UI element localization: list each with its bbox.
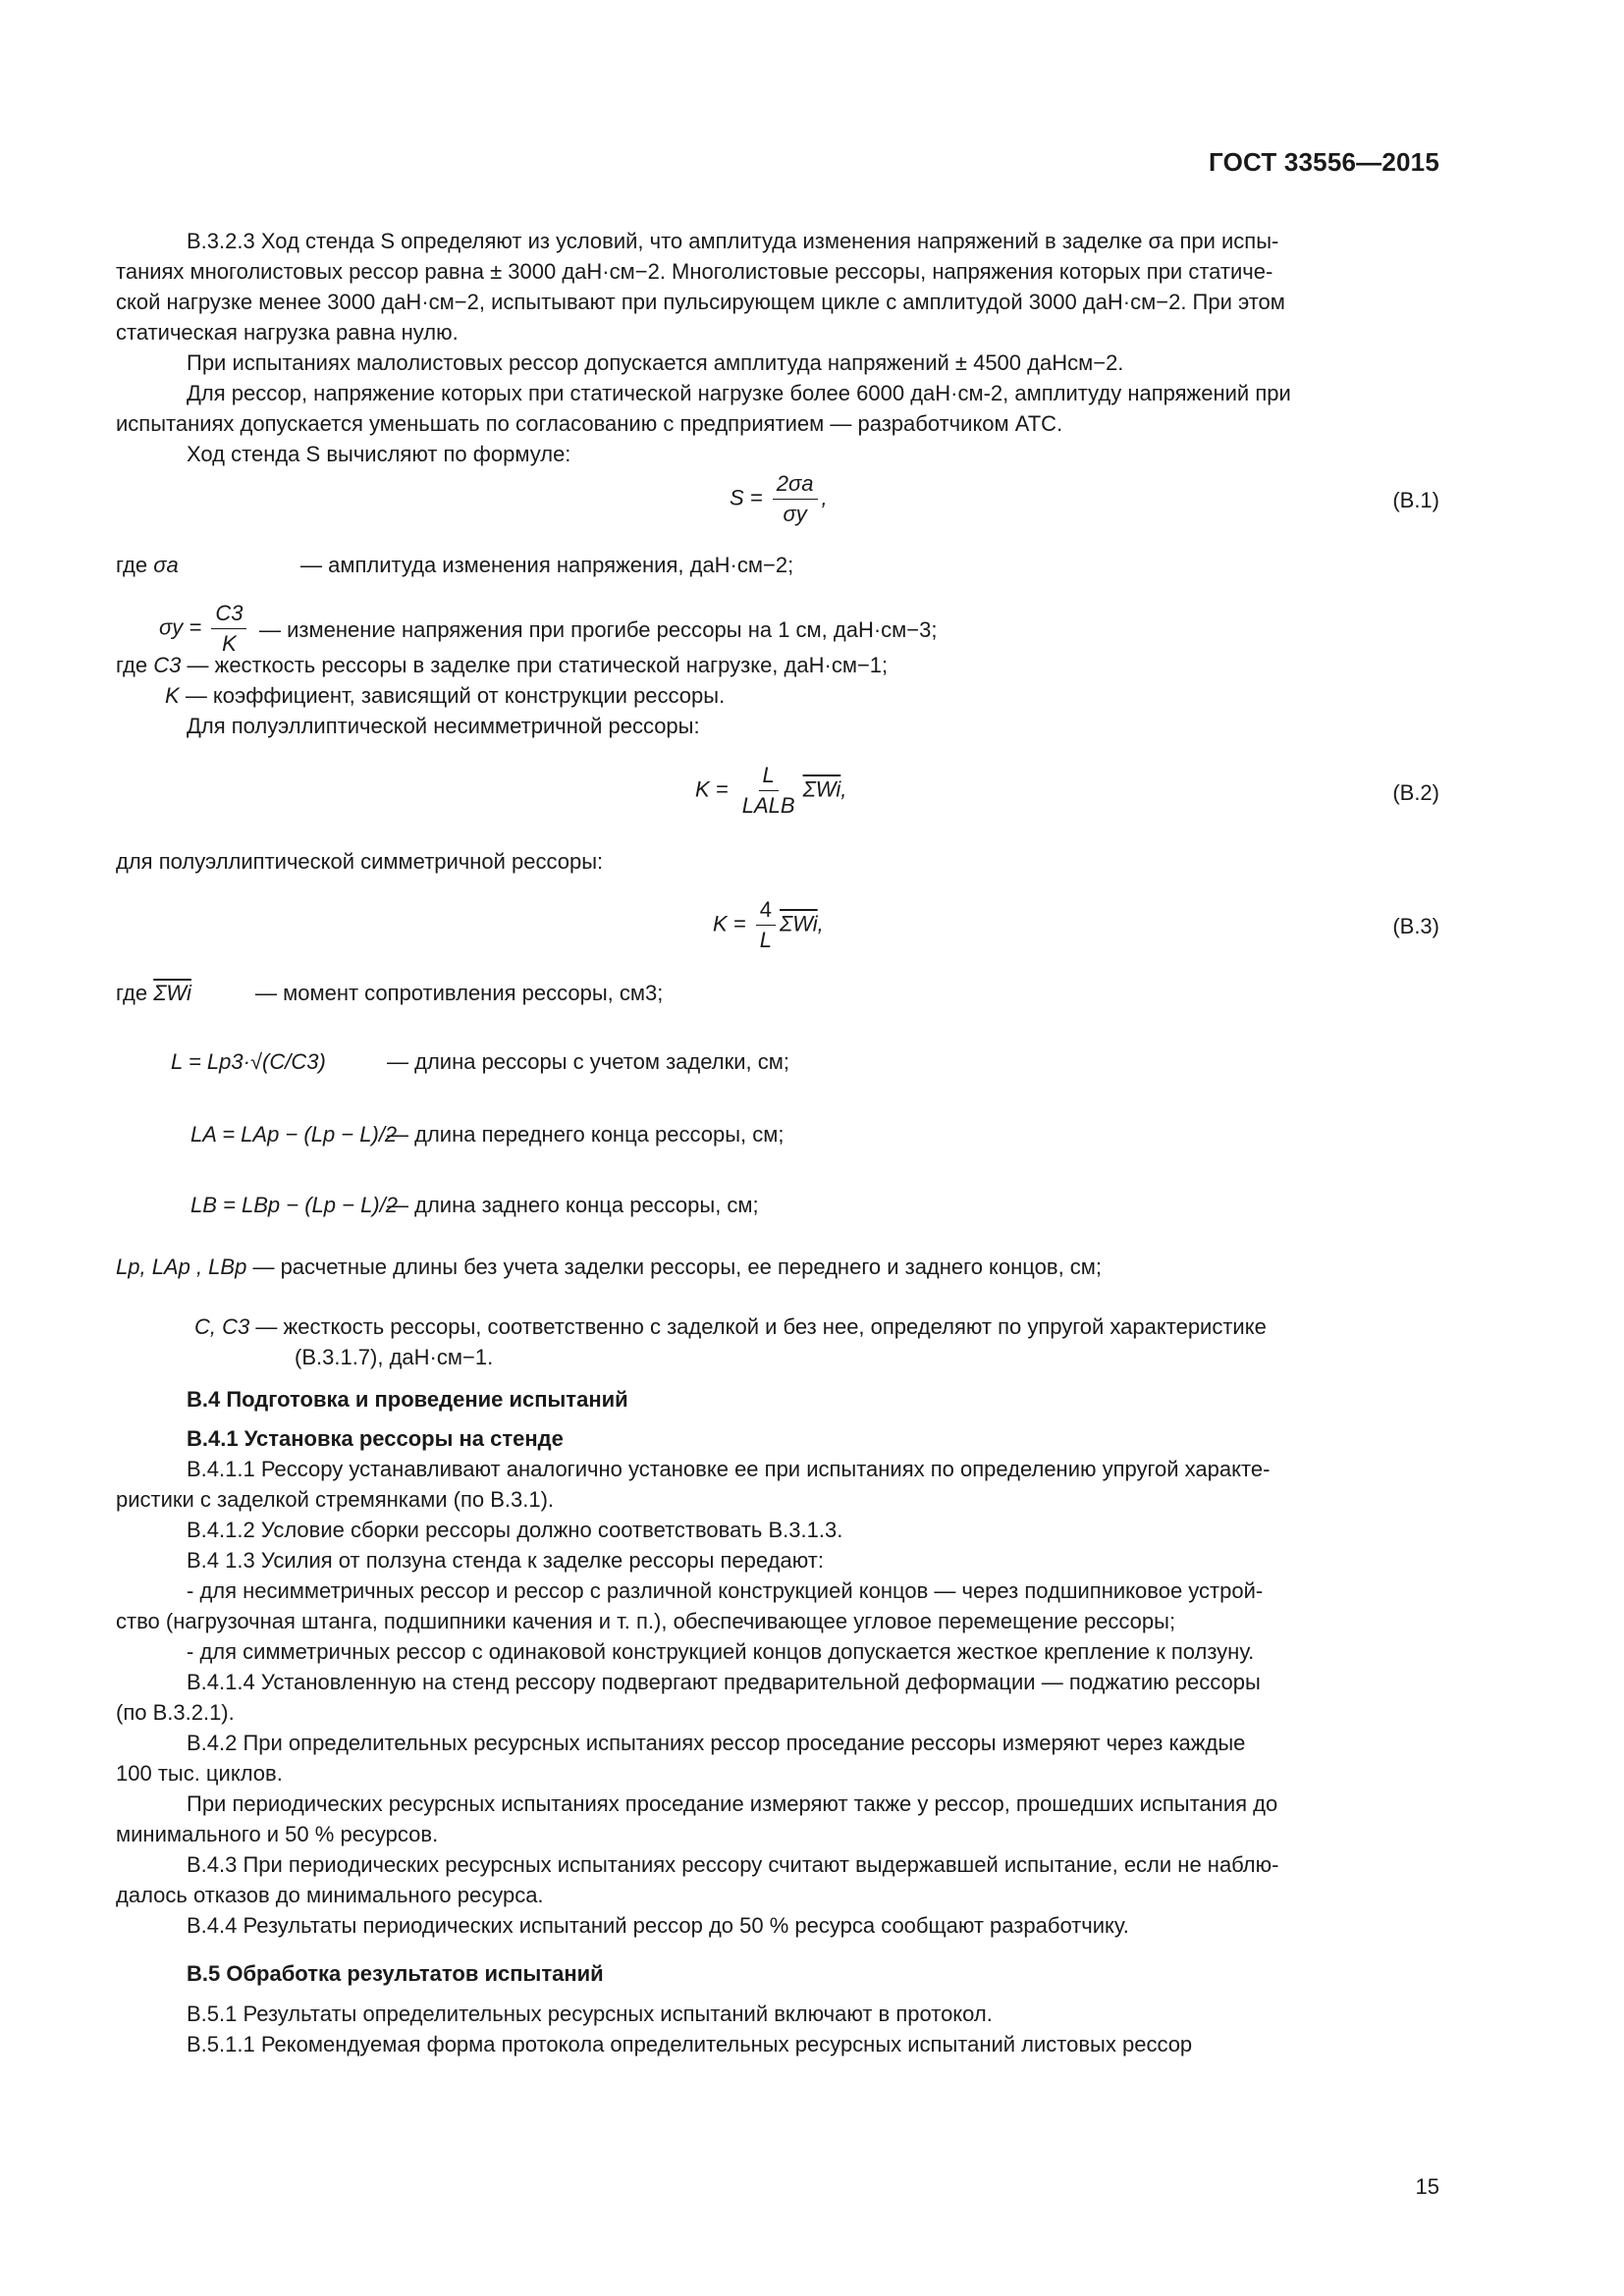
para-line: Для рессор, напряжение которых при статической нагрузке более 6000 даН·см-2, амплитуду напряжений при	[187, 381, 1291, 405]
b4-line: ство (нагрузочная штанга, подшипники качения и т. п.), обеспечивающее угловое перемещение рессоры;	[116, 1609, 1176, 1633]
la-description: — длина переднего конца рессоры, см;	[387, 1122, 785, 1147]
where-prefix: где	[116, 553, 148, 577]
b4-line: минимального и 50 % ресурсов.	[116, 1822, 439, 1846]
symbol-sigma-a: σa	[153, 553, 179, 577]
formula-b2	[695, 761, 846, 821]
b4-line: - для несимметричных рессор и рессор с различной конструкцией концов — через подшипниковое устрой-	[187, 1578, 1264, 1603]
b4-line: В.4.1.4 Установленную на стенд рессору подвергают предварительной деформации — поджатию рессоры	[187, 1670, 1261, 1694]
formula-b3	[713, 895, 824, 955]
b4-line: ристики с заделкой стремянками (по В.3.1).	[116, 1487, 555, 1512]
fraction-denominator: K	[222, 631, 237, 656]
where-sigma-a	[116, 550, 179, 580]
where-sum	[116, 978, 191, 1008]
formula-lhs: σy =	[159, 614, 202, 640]
formula-b1	[730, 469, 828, 529]
cc3-symbols: C, C3	[194, 1314, 250, 1339]
b4-line: В.4.1.1 Рессору устанавливают аналогично установке ее при испытаниях по определению упругой характе-	[187, 1457, 1271, 1481]
formula-lhs: K =	[695, 776, 729, 802]
section-b4-heading: В.4 Подготовка и проведение испытаний	[187, 1387, 628, 1412]
where-c3	[116, 650, 888, 680]
formula-number: (В.1)	[1392, 488, 1439, 512]
where-prefix: где	[116, 653, 148, 677]
formula-number: (В.3)	[1392, 914, 1439, 938]
sum-term: $\overline{\Sigma Wi}$	[780, 911, 818, 936]
formula-tail: ,	[840, 776, 847, 802]
b4-line: При периодических ресурсных испытаниях проседание измеряют также у рессор, прошедших испытания до	[187, 1791, 1278, 1816]
para-line: При испытаниях малолистовых рессор допускается амплитуда напряжений ± 4500 даНсм−2.	[187, 350, 1124, 375]
para-line: испытаниях допускается уменьшать по согласованию с предприятием — разработчиком АТС.	[116, 411, 1063, 436]
where-prefix: где	[116, 981, 148, 1005]
cc3-line	[194, 1311, 1267, 1342]
b4-line: - для симметричных рессор с одинаковой конструкцией концов допускается жесткое крепление к ползуну.	[187, 1639, 1255, 1664]
lp-line	[116, 1252, 1102, 1282]
standard-number-header: ГОСТ 33556—2015	[1209, 147, 1439, 177]
para-line: таниях многолистовых рессор равна ± 3000 даН·см−2. Многолистовые рессоры, напряжения которых при статиче-	[116, 259, 1273, 284]
formula-lhs: S =	[730, 485, 763, 510]
l-formula: L = Lp3·√(C/C3)	[171, 1049, 326, 1074]
formula-lhs: K =	[713, 911, 746, 936]
b5-line: В.5.1.1 Рекомендуемая форма протокола определительных ресурсных испытаний листовых рессор	[187, 2032, 1193, 2056]
b4-line: В.4.2 При определительных ресурсных испытаниях рессор проседание рессоры измеряют через каждые	[187, 1731, 1246, 1755]
section-b5-heading: В.5 Обработка результатов испытаний	[187, 1961, 604, 1986]
symbol-k: K	[165, 683, 180, 708]
formula-fraction	[738, 761, 799, 821]
section-b41-heading: В.4.1 Установка рессоры на стенде	[187, 1426, 564, 1451]
para-line: Ход стенда S вычисляют по формуле:	[187, 442, 571, 466]
para-line: ской нагрузке менее 3000 даН·см−2, испытывают при пульсирующем цикле с амплитудой 3000 даН·см−2. При этом	[116, 290, 1285, 314]
lb-formula: LB = LBp − (Lp − L)/2	[190, 1193, 398, 1217]
b4-line: В.4.1.2 Условие сборки рессоры должно соответствовать В.3.1.3.	[187, 1518, 843, 1542]
sum-description: — момент сопротивления рессоры, см3;	[255, 981, 664, 1005]
para-line: В.3.2.3 Ход стенда S определяют из условий, что амплитуда изменения напряжений в заделке σa при испы-	[187, 229, 1279, 253]
document-page	[116, 0, 1439, 2296]
formula-tail: ,	[817, 911, 824, 936]
fraction-numerator: L	[759, 761, 779, 791]
sum-term: $\overline{\Sigma Wi}$	[802, 776, 841, 802]
k-description: — коэффициент, зависящий от конструкции рессоры.	[185, 683, 726, 708]
lp-symbols: Lp, LAp , LBp	[116, 1255, 247, 1279]
symbol-sum-w: $\overline{\Sigma Wi}$	[153, 981, 191, 1005]
symmetric-intro: для полуэллиптической симметричной рессоры:	[116, 849, 604, 874]
b4-line: 100 тыс. циклов.	[116, 1761, 283, 1786]
cc3-description-1: — жесткость рессоры, соответственно с заделкой и без нее, определяют по упругой характеристике	[255, 1314, 1267, 1339]
b4-line: (по В.3.2.1).	[116, 1700, 235, 1725]
formula-number: (В.2)	[1392, 780, 1439, 805]
fraction-numerator: C3	[211, 599, 246, 629]
b4-line: В.4 1.3 Усилия от ползуна стенда к заделке рессоры передают:	[187, 1548, 824, 1573]
asymmetric-intro: Для полуэллиптической несимметричной рессоры:	[187, 714, 700, 738]
lb-description: — длина заднего конца рессоры, см;	[387, 1193, 759, 1217]
fraction-numerator: 2σa	[773, 469, 818, 500]
formula-fraction	[756, 895, 776, 955]
c3-description: — жесткость рессоры в заделке при статической нагрузке, даН·см−1;	[187, 653, 889, 677]
cc3-description-2: (В.3.1.7), даН·см−1.	[295, 1345, 494, 1369]
where-k	[165, 680, 725, 711]
lp-description: — расчетные длины без учета заделки рессоры, ее переднего и заднего концов, см;	[252, 1255, 1103, 1279]
page-number: 15	[1415, 2174, 1439, 2199]
b4-line: В.4.4 Результаты периодических испытаний рессор до 50 % ресурса сообщают разработчику.	[187, 1913, 1129, 1938]
la-formula: LA = LAp − (Lp − L)/2	[190, 1122, 398, 1147]
fraction-denominator: LALB	[741, 793, 795, 818]
fraction-numerator: 4	[756, 895, 776, 926]
symbol-c3: C3	[153, 653, 182, 677]
b5-line: В.5.1 Результаты определительных ресурсных испытаний включают в протокол.	[187, 2002, 993, 2026]
b4-line: В.4.3 При периодических ресурсных испытаниях рессору считают выдержавшей испытание, если не наблю-	[187, 1852, 1279, 1877]
l-description: — длина рессоры с учетом заделки, см;	[387, 1049, 789, 1074]
b4-line: далось отказов до минимального ресурса.	[116, 1883, 544, 1907]
sigma-a-description: — амплитуда изменения напряжения, даН·см−2;	[300, 553, 794, 577]
formula-fraction	[773, 469, 818, 529]
fraction-denominator: σy	[783, 502, 807, 526]
para-line: статическая нагрузка равна нулю.	[116, 320, 459, 345]
formula-tail: ,	[821, 485, 828, 510]
sigma-y-description: — изменение напряжения при прогибе рессоры на 1 см, даН·см−3;	[259, 617, 938, 642]
fraction-denominator: L	[759, 928, 773, 952]
